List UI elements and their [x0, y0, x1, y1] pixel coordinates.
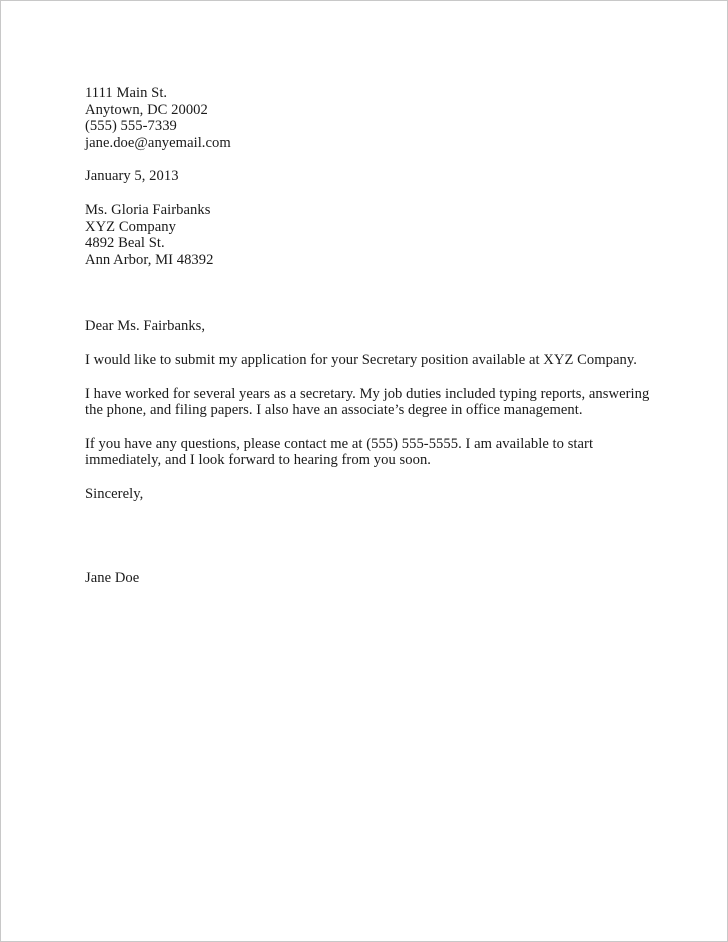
paragraph-line: I have worked for several years as a secretary. My job duties included typing reports, answering	[85, 385, 650, 402]
body-paragraph-2	[85, 385, 650, 419]
recipient-address-block	[85, 202, 685, 268]
signature-block	[85, 570, 685, 587]
salutation	[85, 318, 685, 335]
cover-letter	[85, 85, 685, 586]
paragraph-line: immediately, and I look forward to hearing from you soon.	[85, 452, 431, 469]
body-paragraph-1	[85, 352, 645, 369]
sender-phone: (555) 555-7339	[85, 118, 177, 135]
sender-city-state-zip: Anytown, DC 20002	[85, 101, 208, 118]
paragraph-line: If you have any questions, please contact me at (555) 555-5555. I am available to start	[85, 435, 594, 452]
paragraph-line: the phone, and filing papers. I also have an associate’s degree in office management.	[85, 402, 583, 419]
sender-email: jane.doe@anyemail.com	[85, 134, 231, 151]
signature-name: Jane Doe	[85, 569, 140, 586]
salutation-text: Dear Ms. Fairbanks,	[85, 318, 206, 335]
paragraph-line: I would like to submit my application for your Secretary position available at XYZ Company.	[85, 351, 637, 368]
recipient-city-state-zip: Ann Arbor, MI 48392	[85, 251, 214, 268]
recipient-name: Ms. Gloria Fairbanks	[85, 201, 211, 218]
date-text: January 5, 2013	[85, 168, 179, 185]
closing-text: Sincerely,	[85, 485, 144, 502]
closing	[85, 486, 685, 503]
letter-date	[85, 168, 685, 185]
sender-address-block	[85, 85, 685, 151]
body-paragraph-3	[85, 436, 645, 469]
sender-street: 1111 Main St.	[85, 85, 168, 101]
recipient-company: XYZ Company	[85, 218, 176, 235]
recipient-street: 4892 Beal St.	[85, 235, 165, 252]
